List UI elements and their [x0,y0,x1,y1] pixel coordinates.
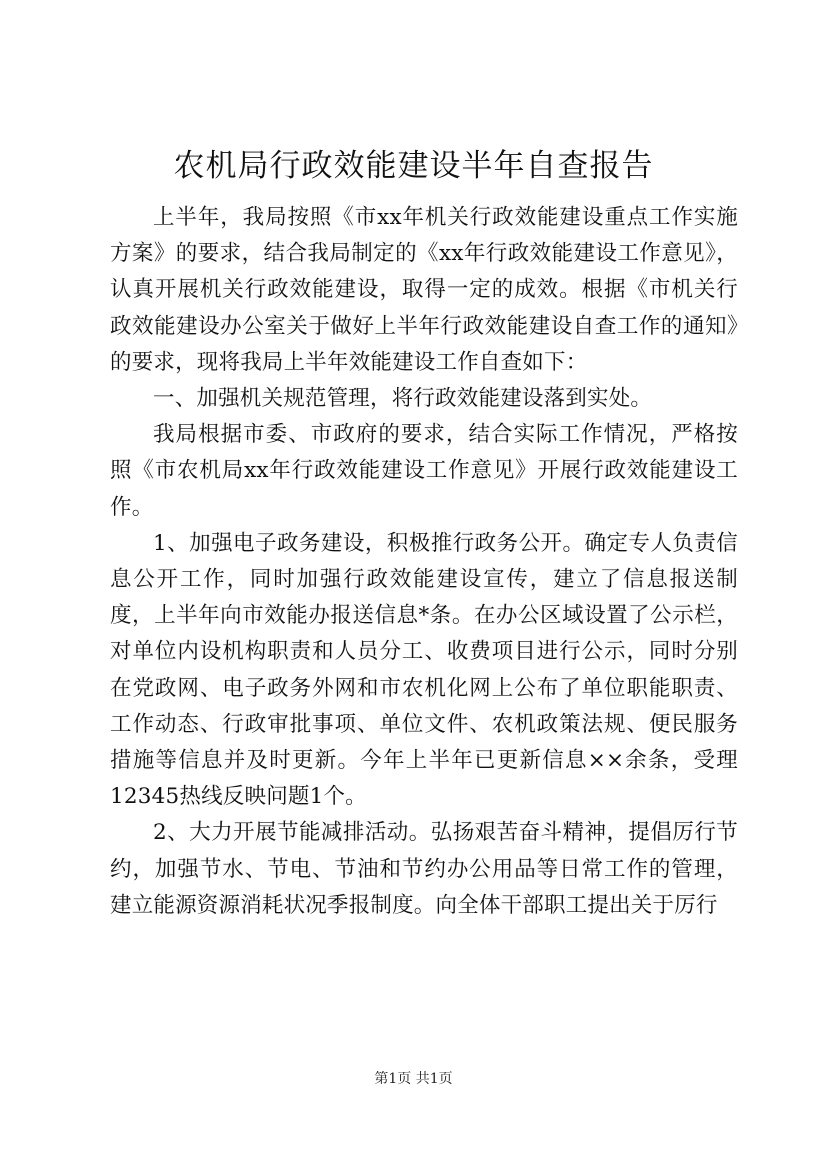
document-body [110,200,738,924]
paragraph-section-1: 我局根据市委、市政府的要求，结合实际工作情况，严格按照《市农机局xx年行政效能建设工作意见》开展行政效能建设工作。 [110,422,738,520]
paragraph-item-2: 2、大力开展节能减排活动。弘扬艰苦奋斗精神，提倡厉行节约，加强节水、节电、节油和节约办公用品等日常工作的管理，建立能源资源消耗状况季报制度。向全体干部职工提出关于厉行 [110,820,738,918]
document-title: 农机局行政效能建设半年自查报告 [173,148,654,184]
section-heading-1: 一、加强机关规范管理，将行政效能建设落到实处。 [153,386,653,412]
paragraph-item-1: 1、加强电子政务建设，积极推行政务公开。确定专人负责信息公开工作，同时加强行政效能建设宣传，建立了信息报送制度，上半年向市效能办报送信息*条。在办公区域设置了公示栏，对单位内设机构职责和人员分工、收费项目进行公示，同时分别在党政网、电子政务外网和市农机化网上公布了单位职能职责、工作动态、行政审批事项、单位文件、农机政策法规、便民服务措施等信息并及时更新。今年上半年已更新信息××余条，受理12345热线反映问题1个。 [110,530,738,810]
page-footer: 第1页 共1页 [374,1071,453,1087]
paragraph-intro: 上半年，我局按照《市xx年机关行政效能建设重点工作实施方案》的要求，结合我局制定的《xx年行政效能建设工作意见》，认真开展机关行政效能建设，取得一定的成效。根据《市机关行政效能建设办公室关于做好上半年行政效能建设自查工作的通知》的要求，现将我局上半年效能建设工作自查如下： [110,205,738,375]
